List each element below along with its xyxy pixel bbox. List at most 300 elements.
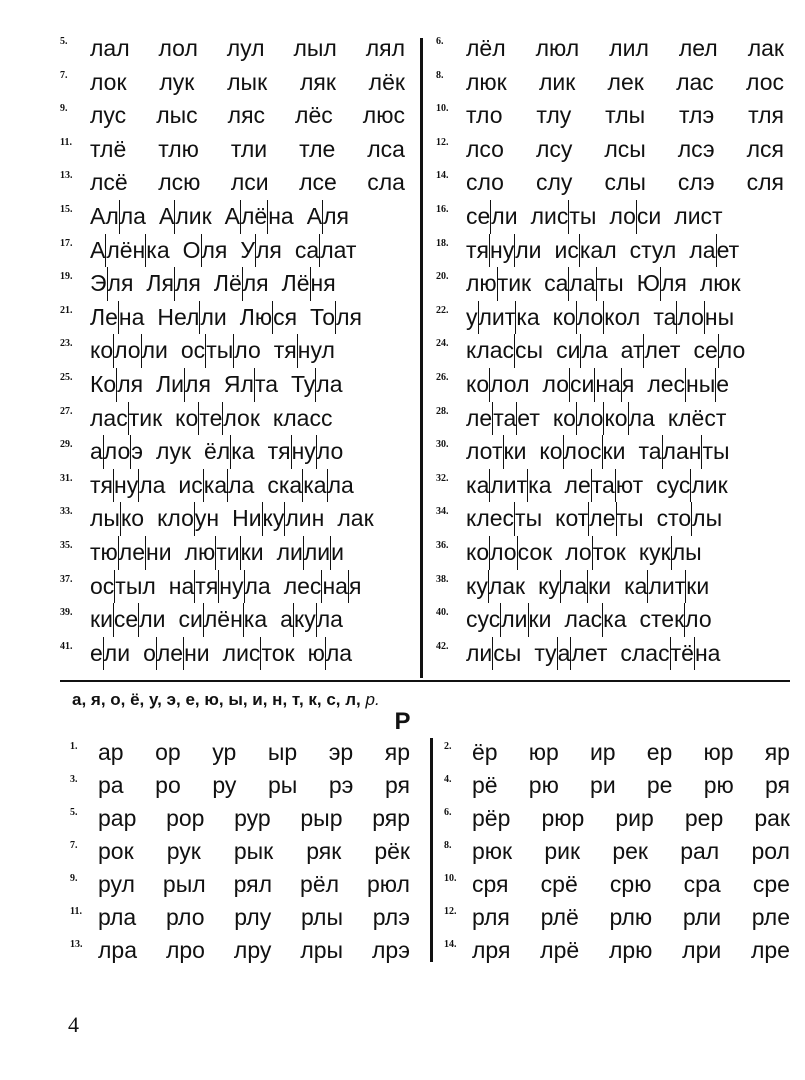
- exercise-row: [70, 901, 415, 934]
- word: [295, 99, 333, 133]
- word: [224, 368, 278, 402]
- exercise-words: [98, 868, 410, 901]
- exercise-words: [466, 334, 745, 368]
- exercise-row: [436, 469, 796, 503]
- syllable: тлы: [605, 102, 646, 129]
- exercise-number: 17.: [60, 237, 73, 249]
- syllable: Ю: [636, 270, 660, 297]
- word: [748, 99, 784, 133]
- word: [90, 570, 156, 604]
- exercise-number: 15.: [60, 203, 73, 215]
- exercise-number: 7.: [60, 69, 68, 81]
- word: [90, 469, 165, 503]
- syllable: сы: [492, 637, 521, 671]
- word: [310, 301, 362, 335]
- syllable: рык: [233, 838, 274, 864]
- word: [466, 536, 552, 570]
- word: [539, 435, 625, 469]
- syllable: лён: [203, 603, 243, 637]
- word: [647, 368, 729, 402]
- exercise-words: [98, 835, 410, 868]
- syllable: рюр: [541, 805, 585, 831]
- syllable: лсо: [466, 135, 504, 162]
- word: [369, 66, 405, 100]
- exercise-words: [466, 368, 729, 402]
- syllable: сок: [517, 536, 553, 570]
- syllable: ис: [554, 236, 579, 263]
- word: [90, 334, 168, 368]
- syllable: э: [130, 435, 143, 469]
- exercise-words: [466, 66, 784, 100]
- syllable: ет: [516, 402, 540, 436]
- exercise-row: [444, 868, 790, 901]
- word: [156, 99, 197, 133]
- syllable: ре: [646, 772, 673, 798]
- exercise-row: [436, 234, 796, 268]
- syllable: ки: [685, 570, 709, 604]
- word: [308, 637, 352, 671]
- word: [565, 536, 626, 570]
- syllable: ла: [628, 402, 655, 436]
- exercise-row: [436, 66, 796, 100]
- syllable: лся: [746, 135, 784, 162]
- word: [282, 267, 336, 301]
- syllable: ла: [327, 469, 354, 503]
- word: [90, 234, 170, 268]
- exercise-number: 16.: [436, 203, 449, 215]
- syllable: о: [143, 639, 156, 666]
- syllable: тю: [90, 538, 118, 565]
- syllable: рлы: [301, 904, 343, 930]
- syllable: ла: [316, 603, 343, 637]
- syllable: лёс: [295, 102, 333, 129]
- syllable: рэ: [328, 772, 354, 798]
- syllable: ту: [534, 639, 557, 666]
- syllable: рёл: [300, 871, 340, 897]
- exercise-words: [466, 267, 741, 301]
- syllable: лок: [222, 402, 260, 436]
- syllable: е: [90, 639, 103, 666]
- word: [181, 334, 261, 368]
- syllable: ну: [291, 435, 316, 469]
- exercise-number: 22.: [436, 304, 449, 316]
- syllable: ко: [90, 337, 114, 364]
- exercise-number: 9.: [70, 873, 78, 884]
- exercise-row: [436, 368, 796, 402]
- syllable: ар: [98, 739, 124, 765]
- syllable: эр: [328, 739, 354, 765]
- syllable: кук: [638, 538, 671, 565]
- word: [227, 66, 267, 100]
- exercise-row: [60, 603, 415, 637]
- syllable: ку: [466, 572, 488, 599]
- word: [225, 200, 294, 234]
- syllable: ну: [113, 469, 138, 503]
- syllable: рук: [166, 838, 201, 864]
- word: [90, 200, 146, 234]
- syllable: ки: [602, 435, 626, 469]
- syllable: ос: [180, 337, 206, 364]
- word: [678, 133, 715, 167]
- exercise-row: [70, 835, 415, 868]
- word: [604, 133, 645, 167]
- word: [367, 133, 405, 167]
- syllable: ля: [184, 368, 211, 402]
- syllable: са: [294, 236, 320, 263]
- exercise-number: 26.: [436, 371, 449, 383]
- word: [214, 267, 269, 301]
- syllable: ер: [646, 739, 673, 765]
- syllable: ля: [242, 267, 269, 301]
- syllable: лён: [105, 234, 145, 268]
- syllable: ор: [155, 739, 181, 765]
- syllable: ур: [212, 739, 237, 765]
- syllable: та: [591, 469, 615, 503]
- syllable: ра: [98, 772, 124, 798]
- syllable: ос: [90, 572, 115, 599]
- syllable: лик: [690, 469, 727, 503]
- exercise-words: [90, 32, 405, 66]
- syllable: ки: [90, 606, 113, 633]
- syllable: лал: [90, 35, 130, 61]
- word: [656, 469, 728, 503]
- exercise-number: 1.: [70, 741, 78, 752]
- syllable: лак: [337, 505, 374, 532]
- syllable: ко: [466, 538, 490, 565]
- syllable: лил: [609, 35, 649, 61]
- exercise-number: 10.: [436, 103, 449, 115]
- syllable: Ял: [223, 370, 254, 397]
- word: [90, 99, 126, 133]
- syllable: А: [224, 202, 241, 229]
- syllable: на: [267, 200, 294, 234]
- syllable: слы: [604, 169, 646, 196]
- syllable: Ко: [90, 370, 117, 397]
- syllable: юр: [703, 739, 734, 765]
- word: [273, 402, 333, 436]
- syllable: лет: [643, 334, 680, 368]
- exercise-number: 36.: [436, 539, 449, 551]
- exercise-number: 2.: [444, 741, 452, 752]
- syllable: лря: [472, 937, 511, 963]
- syllable: рлю: [609, 904, 653, 930]
- word: [366, 32, 405, 66]
- syllable: си: [636, 200, 661, 234]
- syllable: сра: [683, 871, 721, 897]
- syllable: сля: [746, 169, 784, 196]
- syllable: рял: [233, 871, 273, 897]
- syllable: рок: [98, 838, 134, 864]
- exercise-number: 31.: [60, 472, 73, 484]
- syllable: ка: [145, 234, 169, 268]
- exercise-row: [60, 133, 415, 167]
- exercise-words: [472, 835, 790, 868]
- exercise-number: 11.: [70, 906, 82, 917]
- syllable: ун: [194, 502, 219, 536]
- exercise-row: [70, 934, 415, 967]
- syllable: люл: [535, 35, 580, 61]
- syllable: ка: [515, 301, 539, 335]
- exercise-words: [90, 200, 349, 234]
- exercise-words: [90, 502, 374, 536]
- syllable: лол: [158, 35, 198, 61]
- syllable: лус: [90, 102, 127, 129]
- exercise-number: 3.: [70, 774, 78, 785]
- word: [159, 66, 194, 100]
- syllable: ат: [620, 337, 644, 364]
- exercise-number: 18.: [436, 237, 449, 249]
- syllable: тя: [90, 471, 113, 498]
- syllable: лёк: [368, 68, 405, 95]
- syllable: ряк: [306, 838, 342, 864]
- exercise-row: [60, 267, 415, 301]
- syllable: ля: [201, 234, 228, 268]
- syllable: ла: [560, 570, 587, 604]
- word: [159, 200, 212, 234]
- syllable: юр: [528, 739, 559, 765]
- syllable: рля: [472, 904, 510, 930]
- syllable: ло: [609, 202, 636, 229]
- syllable: лас: [564, 606, 603, 633]
- word: [608, 66, 644, 100]
- syllable: лсе: [299, 169, 337, 196]
- syllable: А: [90, 236, 106, 263]
- syllable: Э: [90, 270, 107, 297]
- syllable: на: [118, 301, 145, 335]
- syllable: а: [280, 606, 293, 633]
- syllable: я: [348, 570, 361, 604]
- syllable: ла: [580, 334, 607, 368]
- syllable: тя: [267, 438, 291, 465]
- word: [143, 637, 210, 671]
- syllable: ля: [174, 267, 201, 301]
- syllable: рёр: [472, 805, 511, 831]
- word: [179, 603, 268, 637]
- syllable: лсэ: [677, 135, 715, 162]
- word: [300, 66, 336, 100]
- syllable: лук: [156, 438, 192, 465]
- syllable: лыл: [293, 35, 337, 61]
- syllable: ты: [205, 334, 233, 368]
- word: [668, 402, 727, 436]
- syllable: лат: [319, 234, 356, 268]
- syllable: рле: [751, 904, 790, 930]
- syllable: рол: [751, 838, 790, 864]
- column-divider: [420, 38, 423, 678]
- syllable: ря: [384, 772, 410, 798]
- exercise-row: [60, 368, 415, 402]
- syllable: рур: [234, 805, 271, 831]
- syllable-exercise-l: [60, 32, 790, 680]
- syllable: ля: [116, 368, 143, 402]
- syllable: ыр: [267, 739, 298, 765]
- exercise-words: [98, 736, 410, 769]
- syllable: ку: [293, 603, 316, 637]
- syllable: лсё: [90, 169, 128, 196]
- syllable: ни: [183, 637, 210, 671]
- syllable: рор: [166, 805, 205, 831]
- syllable: тлу: [536, 102, 572, 129]
- syllable: ля: [322, 200, 349, 234]
- syllable: лро: [165, 937, 205, 963]
- word: [539, 66, 575, 100]
- word: [747, 133, 784, 167]
- exercise-row: [60, 402, 415, 436]
- syllable: лит: [647, 570, 685, 604]
- syllable: ко: [120, 502, 144, 536]
- syllable: рак: [754, 805, 790, 831]
- exercise-number: 12.: [436, 136, 449, 148]
- word: [90, 368, 143, 402]
- syllable: ка: [527, 469, 551, 503]
- syllable: сто: [656, 505, 692, 532]
- syllable: тлю: [158, 135, 199, 162]
- exercise-row: [444, 769, 790, 802]
- column-divider: [430, 738, 433, 962]
- syllable: тё: [670, 637, 694, 671]
- exercise-row: [60, 234, 415, 268]
- word: [90, 502, 144, 536]
- exercise-words: [90, 166, 405, 200]
- syllable: Ли: [156, 370, 185, 397]
- syllable: сла: [367, 169, 405, 196]
- syllable: ты: [616, 502, 644, 536]
- exercise-words: [90, 334, 335, 368]
- exercise-row: [60, 469, 415, 503]
- word: [637, 267, 687, 301]
- exercise-words: [98, 802, 410, 835]
- exercise-number: 30.: [436, 439, 449, 451]
- exercise-words: [472, 901, 790, 934]
- word: [90, 133, 126, 167]
- section-divider: [60, 680, 790, 682]
- syllable: рли: [682, 904, 722, 930]
- syllable: ле: [588, 502, 615, 536]
- exercise-row: [70, 769, 415, 802]
- syllable: ли: [490, 200, 517, 234]
- exercise-words: [466, 502, 722, 536]
- exercise-number: 41.: [60, 640, 73, 652]
- syllable: я: [621, 368, 634, 402]
- word: [159, 32, 198, 66]
- syllable: лес: [283, 572, 322, 599]
- word: [466, 99, 503, 133]
- syllable: лет: [570, 637, 607, 671]
- word: [268, 435, 344, 469]
- syllable: рер: [684, 805, 724, 831]
- syllable: лял: [365, 35, 405, 61]
- syllable: лит: [478, 301, 516, 335]
- word: [536, 99, 571, 133]
- word: [605, 99, 645, 133]
- syllable: ка: [243, 603, 267, 637]
- word: [638, 435, 729, 469]
- exercise-row: [60, 502, 415, 536]
- word: [293, 32, 336, 66]
- syllable: ле: [118, 536, 145, 570]
- syllable: лсю: [158, 169, 201, 196]
- syllable: ло: [489, 536, 516, 570]
- word: [90, 435, 143, 469]
- syllable: рлё: [540, 904, 579, 930]
- exercise-row: [436, 502, 796, 536]
- syllable: ки: [528, 603, 552, 637]
- word: [169, 570, 271, 604]
- syllable: а: [90, 438, 103, 465]
- word: [284, 570, 362, 604]
- syllable: лак: [488, 570, 525, 604]
- syllable: рек: [612, 838, 648, 864]
- exercise-words: [98, 901, 410, 934]
- exercise-row: [436, 301, 796, 335]
- syllable: тик: [497, 267, 531, 301]
- syllable: лос: [746, 68, 784, 95]
- word: [466, 334, 543, 368]
- exercise-row: [60, 334, 415, 368]
- syllable: лра: [98, 937, 138, 963]
- word: [157, 301, 226, 335]
- exercise-row: [60, 435, 415, 469]
- letters-line: [72, 690, 380, 710]
- syllable: люк: [699, 270, 741, 297]
- syllable: ле: [466, 404, 493, 431]
- syllable: ло: [718, 334, 745, 368]
- syllable: лит: [489, 469, 527, 503]
- exercise-number: 40.: [436, 607, 449, 619]
- syllable: рё: [472, 772, 498, 798]
- syllable: на: [168, 572, 195, 599]
- syllable: лек: [607, 68, 644, 95]
- exercise-number: 38.: [436, 573, 449, 585]
- exercise-row: [444, 802, 790, 835]
- word: [291, 368, 342, 402]
- word: [640, 603, 712, 637]
- exercise-words: [466, 536, 702, 570]
- word: [657, 502, 723, 536]
- syllable: ка: [302, 469, 326, 503]
- exercise-number: 42.: [436, 640, 449, 652]
- syllable: ряр: [372, 805, 410, 831]
- exercise-number: 34.: [436, 506, 449, 518]
- syllable: ло: [676, 301, 703, 335]
- word: [555, 502, 643, 536]
- word: [676, 66, 714, 100]
- syllable: ка: [466, 471, 490, 498]
- exercise-number: 9.: [60, 103, 68, 115]
- syllable: е: [715, 368, 729, 402]
- syllable: лры: [300, 937, 344, 963]
- exercise-row: [60, 32, 415, 66]
- syllable: ся: [272, 301, 297, 335]
- syllable: се: [693, 337, 718, 364]
- exercise-words: [466, 402, 726, 436]
- exercise-column-left: [60, 32, 415, 670]
- word: [240, 301, 297, 335]
- syllable: рар: [98, 805, 137, 831]
- exercise-number: 14.: [436, 170, 449, 182]
- syllable: лык: [227, 68, 268, 95]
- exercise-column-right: [444, 736, 790, 967]
- syllable: рлэ: [372, 904, 410, 930]
- syllable: Ту: [291, 370, 316, 397]
- word: [620, 637, 720, 671]
- exercise-number: 11.: [60, 136, 72, 148]
- word: [231, 133, 267, 167]
- syllable: тлё: [90, 135, 127, 162]
- exercise-row: [436, 133, 796, 167]
- syllable: ли: [276, 538, 303, 565]
- syllable: ка: [624, 572, 648, 599]
